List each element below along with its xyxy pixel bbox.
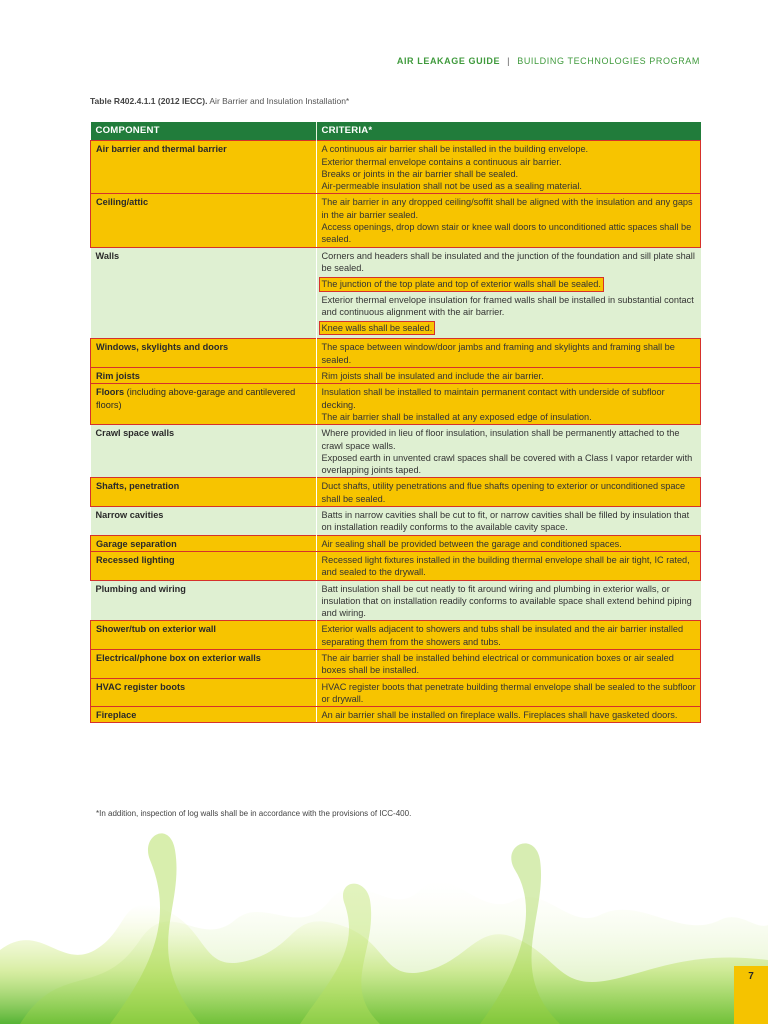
table-title: Air Barrier and Insulation Installation* <box>209 96 350 106</box>
page-number: 7 <box>734 966 768 1024</box>
table-row <box>91 478 701 507</box>
criteria-line: The air barrier shall be installed behind electrical or communication boxes or air sealed boxes shall be installed. <box>321 652 674 676</box>
component-cell: Narrow cavities <box>91 507 317 536</box>
running-header <box>397 56 700 66</box>
component-cell: Electrical/phone box on exterior walls <box>91 649 317 678</box>
criteria-cell <box>316 649 701 678</box>
criteria-line: Exposed earth in unvented crawl spaces shall be covered with a Class I vapor retarder with overlapping joints taped. <box>321 452 693 476</box>
component-cell: Windows, skylights and doors <box>91 339 317 368</box>
table-row <box>91 507 701 536</box>
component-cell: Walls <box>91 247 317 339</box>
criteria-cell <box>316 707 701 723</box>
criteria-cell <box>316 368 701 384</box>
component-cell: HVAC register boots <box>91 678 317 707</box>
criteria-cell <box>316 247 701 339</box>
criteria-cell <box>316 339 701 368</box>
component-cell: Fireplace <box>91 707 317 723</box>
criteria-line: Corners and headers shall be insulated and the junction of the foundation and sill plate shall be sealed. <box>321 250 695 273</box>
component-cell: Crawl space walls <box>91 425 317 478</box>
header-program-title: BUILDING TECHNOLOGIES PROGRAM <box>517 56 700 66</box>
criteria-line: Breaks or joints in the air barrier shall be sealed. <box>321 168 519 179</box>
table-row <box>91 194 701 247</box>
criteria-line: A continuous air barrier shall be installed in the building envelope. <box>321 144 589 155</box>
criteria-line: The air barrier in any dropped ceiling/soffit shall be aligned with the insulation and any gaps in the air barrier sealed. <box>321 197 693 220</box>
header-divider: | <box>507 56 511 66</box>
table-caption <box>90 96 349 106</box>
criteria-line: Recessed light fixtures installed in the building thermal envelope shall be air tight, IC rated, and sealed to the drywall. <box>321 554 690 578</box>
criteria-line: Exterior thermal envelope insulation for framed walls shall be installed in substantial contact and continuous alignment with the air barrier. <box>321 294 694 317</box>
table-row <box>91 339 701 368</box>
criteria-line: An air barrier shall be installed on fireplace walls. Fireplaces shall have gasketed doors. <box>321 710 678 721</box>
criteria-line: Air sealing shall be provided between the garage and conditioned spaces. <box>321 538 622 549</box>
air-barrier-table <box>90 122 701 723</box>
table-row <box>91 678 701 707</box>
table-row <box>91 535 701 551</box>
green-smoke-decoration <box>0 800 768 1024</box>
table-row <box>91 580 701 621</box>
component-cell: Rim joists <box>91 368 317 384</box>
table-row <box>91 649 701 678</box>
criteria-line: The space between window/door jambs and framing and skylights and framing shall be sealed. <box>321 342 675 365</box>
criteria-cell <box>316 678 701 707</box>
criteria-line: Where provided in lieu of floor insulation, insulation shall be permanently attached to the crawl space walls. <box>321 428 680 451</box>
table-footnote: *In addition, inspection of log walls shall be in accordance with the provisions of ICC-400. <box>96 809 412 818</box>
criteria-cell <box>316 194 701 247</box>
criteria-line: Duct shafts, utility penetrations and flue shafts opening to exterior or unconditioned space shall be sealed. <box>321 481 686 504</box>
component-cell: Ceiling/attic <box>91 194 317 247</box>
component-cell: Shafts, penetration <box>91 478 317 507</box>
criteria-cell <box>316 535 701 551</box>
component-cell: Shower/tub on exterior wall <box>91 621 317 650</box>
component-note: (including above-garage and cantilevered floors) <box>96 387 296 410</box>
component-cell: Air barrier and thermal barrier <box>91 141 317 194</box>
criteria-line: Batt insulation shall be cut neatly to fit around wiring and plumbing in exterior walls, or insulation that on installation readily conforms to available space shall extend behind piping and wiring. <box>321 583 692 619</box>
criteria-line: Air-permeable insulation shall not be used as a sealing material. <box>321 181 582 192</box>
component-cell: Garage separation <box>91 535 317 551</box>
criteria-line: HVAC register boots that penetrate building thermal envelope shall be sealed to the subfloor or drywall. <box>321 681 696 704</box>
component-cell <box>91 384 317 425</box>
criteria-cell <box>316 141 701 194</box>
column-header-component: COMPONENT <box>91 122 317 141</box>
table-row <box>91 368 701 384</box>
criteria-cell <box>316 425 701 478</box>
criteria-line: Batts in narrow cavities shall be cut to fit, or narrow cavities shall be filled by insulation that on installation readily conforms to the available cavity space. <box>321 510 690 533</box>
table-row <box>91 247 701 339</box>
criteria-cell <box>316 551 701 580</box>
table-row <box>91 621 701 650</box>
criteria-cell <box>316 478 701 507</box>
column-header-criteria: CRITERIA* <box>316 122 701 141</box>
component-name: Floors <box>96 387 125 398</box>
table-row <box>91 551 701 580</box>
criteria-cell <box>316 621 701 650</box>
header-guide-title: AIR LEAKAGE GUIDE <box>396 56 501 66</box>
table-header-row <box>91 122 701 141</box>
criteria-line: Insulation shall be installed to maintain permanent contact with underside of subfloor decking. <box>321 387 665 410</box>
criteria-line: The air barrier shall be installed at any exposed edge of insulation. <box>321 411 592 422</box>
criteria-line: Rim joists shall be insulated and include the air barrier. <box>321 371 544 382</box>
criteria-cell <box>316 507 701 536</box>
highlighted-criteria: Knee walls shall be sealed. <box>319 321 436 335</box>
table-row <box>91 141 701 194</box>
table-row <box>91 707 701 723</box>
table-row <box>91 425 701 478</box>
criteria-line: Access openings, drop down stair or knee wall doors to unconditioned attic spaces shall be sealed. <box>321 222 692 245</box>
component-cell: Recessed lighting <box>91 551 317 580</box>
criteria-line: Exterior walls adjacent to showers and tubs shall be insulated and the air barrier installed separating them from the showers and tubs. <box>321 624 684 647</box>
table-row <box>91 384 701 425</box>
component-cell: Plumbing and wiring <box>91 580 317 621</box>
highlighted-criteria: The junction of the top plate and top of exterior walls shall be sealed. <box>319 277 604 291</box>
criteria-cell <box>316 580 701 621</box>
criteria-cell <box>316 384 701 425</box>
table-reference: Table R402.4.1.1 (2012 IECC). <box>90 96 208 106</box>
criteria-line: Exterior thermal envelope contains a continuous air barrier. <box>321 156 562 167</box>
